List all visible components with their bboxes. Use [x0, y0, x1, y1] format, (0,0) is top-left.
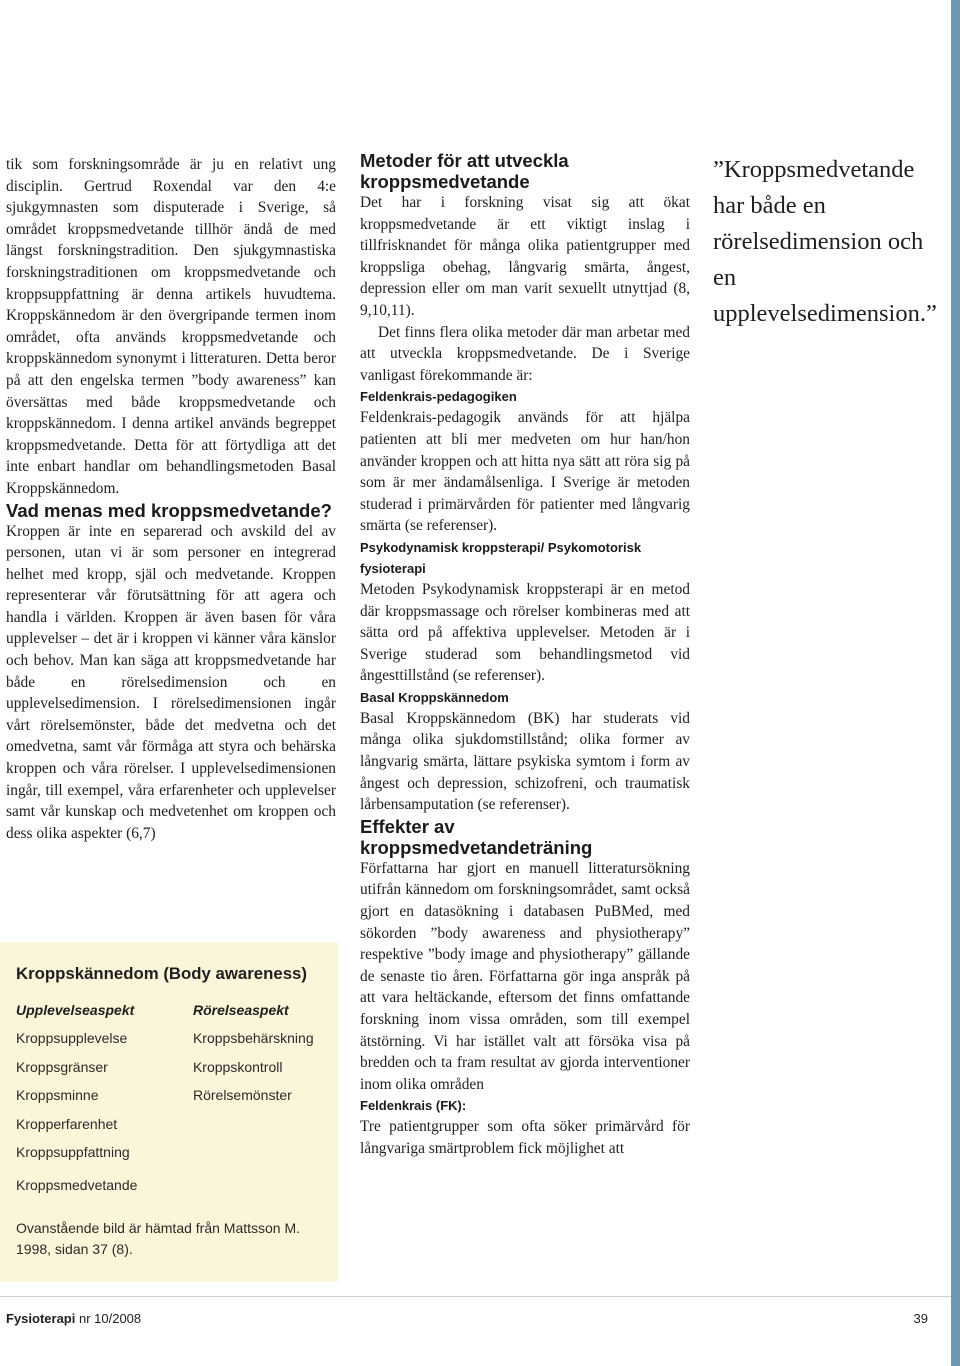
body-paragraph: Författarna har gjort en manuell litteratursökning utifrån kännedom om forskningsområdet, samt också gjort en datasökning i databasen PuBMed, med sökorden ”body awareness and physiotherapy” respektive ”body image and physiotherapy” gällande de senaste tio åren. Författarna gör inga anspråk på att vara heltäckande, eftersom det finns omfattande forskning inom vissa områden, som till exempel ätstörning. Vi har istället valt att försöka visa på bredden och ta fram resultat av gjorda interventioner inom olika områden — [360, 859, 690, 1093]
subheading-feldenkrais-pedagogiken: Feldenkrais-pedagogiken — [360, 389, 517, 405]
footer-page-number: 39 — [913, 1311, 928, 1326]
pull-quote: ”Kroppsmedvetande har både en rörelsedimension och en upplevelsedimension.” — [713, 156, 937, 327]
factbox-item: Kroppsupplevelse — [16, 1030, 128, 1046]
body-paragraph: Metoden Psykodynamisk kroppsterapi är en metod där kroppsmassage och rörelser kombineras med att sätta ord på affektiva upplevelser. Metoden är i Sverige studerad som behandlingsmetod vid ångesttillstånd (se referenser). — [360, 580, 690, 685]
heading-effekter: Effekter av kroppsmedvetandeträning — [360, 815, 593, 858]
factbox-item: Kroppsminne — [16, 1087, 99, 1104]
factbox-item: Kroppsmedvetande — [16, 1176, 138, 1193]
footer-issue: nr 10/2008 — [78, 1311, 142, 1326]
factbox-item: Kroppsgränser — [16, 1058, 108, 1075]
factbox-item: Kroppsbehärskning — [192, 1030, 314, 1046]
factbox-grid — [16, 1000, 322, 1204]
column-left — [6, 154, 336, 844]
factbox-source: Ovanstående bild är hämtad från Mattsson M. 1998, sidan 37 (8). — [16, 1219, 301, 1257]
body-paragraph: Det finns flera olika metoder där man arbetar med att utveckla kroppsmedvetande. De i Sverige vanligast förekommande är: — [360, 323, 690, 384]
body-paragraph: Kroppen är inte en separerad och avskild del av personen, utan vi är som personer en integrerad helhet med kropp, själ och medvetande. Kroppen representerar vår förutsättning för att agera och handla i världen. Kroppen är även basen för våra upplevelser – det är i kroppen vi känner våra känslor och behov. Man kan säga att kroppsmedvetande har både en rörelsedimension och en upplevelsedimension. I rörelsedimensionen ingår vårt rörelsemönster, både det medvetna och det omedvetna, samt vår förmåga att styra och behärska kroppen och våra rörelser. I upplevelsedimensionen ingår, till exempel, våra erfarenheter och upplevelser samt vår kunskap och medvetenhet om kroppen och dess olika aspekter (6,7) — [6, 522, 336, 842]
column-right — [713, 152, 945, 332]
column-middle — [360, 150, 690, 1160]
factbox-kroppskannedom — [0, 942, 338, 1282]
footer-magazine: Fysioterapi — [6, 1311, 76, 1326]
page-footer — [6, 1311, 928, 1326]
page-edge-bar — [951, 0, 960, 1366]
body-paragraph: Det har i forskning visat sig att ökat kroppsmedvetande är ett viktigt inslag i tillfrisknandet för många olika patientgrupper med kroppsliga obehag, långvarig smärta, ångest, depression eller om man varit sexuellt utnyttjad (8, 9,10,11). — [360, 194, 690, 319]
footer-divider — [0, 1296, 951, 1297]
factbox-left-heading: Upplevelseaspekt — [16, 1002, 135, 1018]
factbox-right-heading: Rörelseaspekt — [192, 1002, 289, 1018]
factbox-left-column — [16, 1000, 193, 1204]
factbox-item: Kropperfarenhet — [16, 1115, 118, 1132]
heading-vad-menas: Vad menas med kroppsmedvetande? — [6, 499, 332, 521]
factbox-right-column — [193, 1000, 322, 1204]
body-paragraph: Feldenkrais-pedagogik används för att hjälpa patienten att bli mer medveten om hur han/hon använder kroppen och att hitta nya sätt att röra sig på som är mer ändamålsenliga. I Sverige är metoden studerad i primärvården för patienter med långvarig smärta (se referenser). — [360, 409, 690, 535]
factbox-item: Kroppskontroll — [192, 1058, 283, 1075]
body-paragraph: tik som forskningsområde är ju en relativt ung disciplin. Gertrud Roxendal var den 4:e sjukgymnasten som disputerade i Sverige, så området kroppsmedvetande tillhör ändå de med längst forskningstradition. Den sjukgymnastiska forskningstraditionen om kroppsmedvetande och kroppsuppfattning är denna artikels huvudtema. Kroppskännedom är den övergripande termen inom området, ofta används kroppsmedvetande och kroppskännedom synonymt i litteraturen. Detta beror på att den engelska termen ”body awareness” kan översättas med både kroppsmedvetande och kroppskännedom. I denna artikel används begreppet kroppsmedvetande. Detta för att förtydliga att det inte enbart handlar om behandlingsmetoden Basal Kroppskännedom. — [6, 156, 336, 497]
subheading-basal-kroppskannedom: Basal Kroppskännedom — [360, 689, 509, 705]
factbox-title: Kroppskännedom (Body awareness) — [16, 964, 307, 983]
factbox-item: Rörelsemönster — [192, 1087, 292, 1104]
factbox-item: Kroppsuppfattning — [16, 1144, 130, 1161]
body-paragraph: Basal Kroppskännedom (BK) har studerats vid många olika sjukdomstillstånd; olika former av långvarig smärta, lättare psykiska symtom i form av ångest och depression, schizofreni, och traumatisk lårbensamputation (se referenser). — [360, 709, 690, 814]
subheading-psykodynamisk: Psykodynamisk kroppsterapi/ Psykomotorisk fysioterapi — [360, 539, 642, 576]
subheading-feldenkrais-fk: Feldenkrais (FK): — [360, 1098, 467, 1114]
heading-metoder: Metoder för att utveckla kroppsmedvetande — [360, 150, 569, 192]
body-paragraph: Tre patientgrupper som ofta söker primärvård för långvariga smärtproblem fick möjlighet att — [360, 1118, 690, 1157]
